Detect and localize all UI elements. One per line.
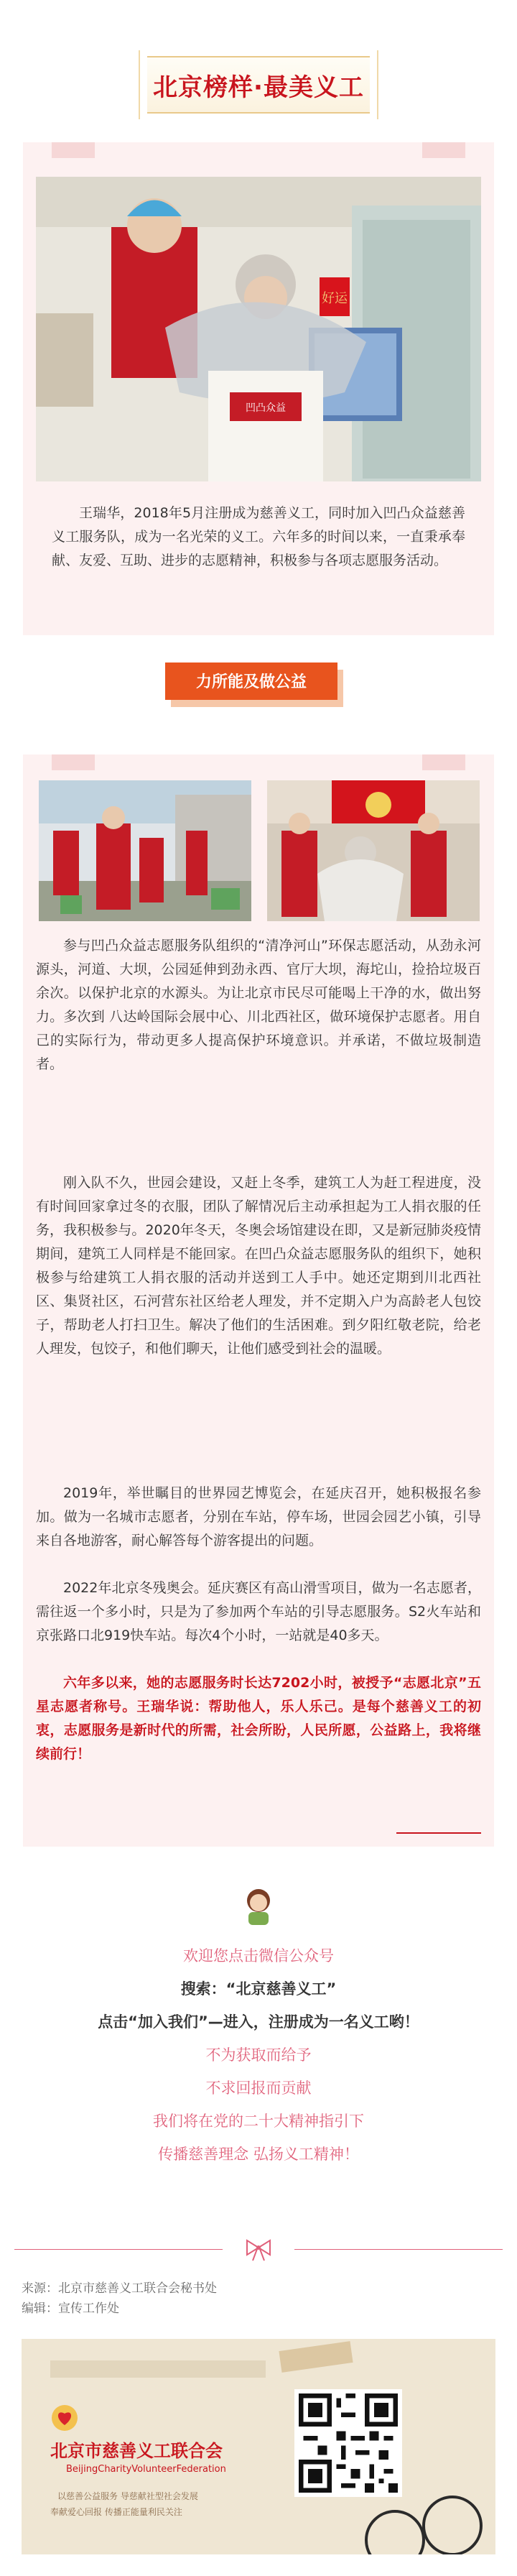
haircut-photo <box>36 177 481 481</box>
footer-line-3: 点击“加入我们”—进入，注册成为一名义工哟！ <box>98 2013 419 2031</box>
brand-slogan-2: 奉献爱心回报 传播正能量利民关注 <box>50 2507 182 2517</box>
activity-paragraph-2: 刚入队不久，世园会建设，又赶上冬季，建筑工人为赶工程进度，没有时间回家拿过冬的衣服，团队了解情况后主动承担起为工人捐衣服的任务，我积极参与。2020年冬天，冬奥会场馆建设在即，又是新冠肺炎疫情期间，建筑工人同样是不能回家。在凹凸众益志愿服务队的组织下，她积极参与给建筑工人捐衣服的活动并送到工人手中。她还定期到川北西社区、集贤社区，石河营东社区给老人理发，并不定期入户为高龄老人包饺子，帮助老人打扫卫生。解决了他们的生活困难。到夕阳红敬老院，给老人理发，包饺子，和他们聊天，让他们感受到社会的温暖。 <box>36 1175 481 1357</box>
cleanup-photo <box>39 780 251 921</box>
card-ribbon <box>422 142 465 158</box>
haircut-group-photo <box>267 780 480 921</box>
footer-line-2: 搜索：“北京慈善义工” <box>180 1980 337 1998</box>
intro-paragraph: 王瑞华，2018年5月注册成为慈善义工，同时加入凹凸众益慈善义工服务队，成为一名光荣的义工。六年多的时间以来，一直秉承奉献、友爱、互助、进步的志愿精神，积极参与各项志愿服务活动。 <box>52 505 465 568</box>
highlight-paragraph: 六年多以来，她的志愿服务时长达7202小时，被授予“志愿北京”五星志愿者称号。王瑞华说：帮助他人，乐人乐己。是每个慈善义工的初衷，志愿服务是新时代的所需，社会所盼，人民所愿，公益路上，我将继续前行！ <box>36 1675 481 1762</box>
divider-right <box>294 2249 503 2250</box>
footer-line-6: 我们将在党的二十大精神指引下 <box>153 2113 364 2130</box>
card-end-line <box>396 1832 481 1834</box>
title-plate <box>147 56 370 114</box>
cape-logo-text: 凹凸众益 <box>246 402 286 414</box>
badge-label: 力所能及做公益 <box>195 673 307 691</box>
footer-line-1: 欢迎您点击微信公众号 <box>183 1947 334 1965</box>
divider-left <box>14 2249 223 2250</box>
brand-card <box>22 2339 495 2554</box>
footer-line-4: 不为获取而给予 <box>205 2046 312 2064</box>
card-ribbon <box>422 754 465 770</box>
section-badge <box>165 660 337 703</box>
federation-logo-icon <box>50 2404 79 2432</box>
qr-code <box>294 2389 402 2497</box>
title-banner <box>0 0 517 141</box>
activity-paragraph-3: 2019年，举世瞩目的世界园艺博览会，在延庆召开，她积极报名参加。做为一名城市志愿者，分别在车站，停车场，世园会园艺小镇，引导来自各地游客，耐心解答每个游客提出的问题。 <box>36 1485 481 1548</box>
footer-line-5: 不求回报而贡献 <box>205 2079 312 2097</box>
mascot-icon <box>243 1886 274 1925</box>
activity-paragraph-4: 2022年北京冬残奥会。延庆赛区有高山滑雪项目，做为一名志愿者，需往返一个多小时，只是为了参加两个车站的引导志愿服务。S2火车站和京张路口北919快车站。每次4个小时，一站就是40多天。 <box>36 1580 481 1643</box>
brand-name: 北京市慈善义工联合会 <box>50 2441 223 2461</box>
page-title: 北京榜样·最美义工 <box>153 73 364 102</box>
editor-text: 编辑：宣传工作处 <box>22 2302 119 2316</box>
card-ribbon <box>52 754 95 770</box>
fu-banner-text: 好运 <box>322 291 348 306</box>
profile-card <box>23 142 494 635</box>
footer-line-7: 传播慈善理念 弘扬义工精神！ <box>158 2146 359 2163</box>
brand-slogan-1: 以慈善公益服务 导慈献社型社会发展 <box>57 2491 198 2501</box>
bow-icon <box>243 2235 274 2263</box>
source-text: 来源：北京市慈善义工联合会秘书处 <box>22 2281 217 2296</box>
brand-name-en: BeijingCharityVolunteerFederation <box>66 2464 226 2475</box>
activities-card <box>23 754 494 1847</box>
card-ribbon <box>52 142 95 158</box>
activity-paragraph-1: 参与凹凸众益志愿服务队组织的“清净河山”环保志愿活动，从劲永河源头，河道、大坝，公园延伸到劲永西、官厅大坝，海坨山，捡拾垃圾百余次。以保护北京的水源头。为让北京市民尽可能喝上干净的水，做出努力。多次到 八达岭国际会展中心、川北西社区，做环境保护志愿者。用自己的实际行为，带动更多人提高保护环境意识。并承诺，不做垃圾制造者。 <box>36 938 481 1072</box>
